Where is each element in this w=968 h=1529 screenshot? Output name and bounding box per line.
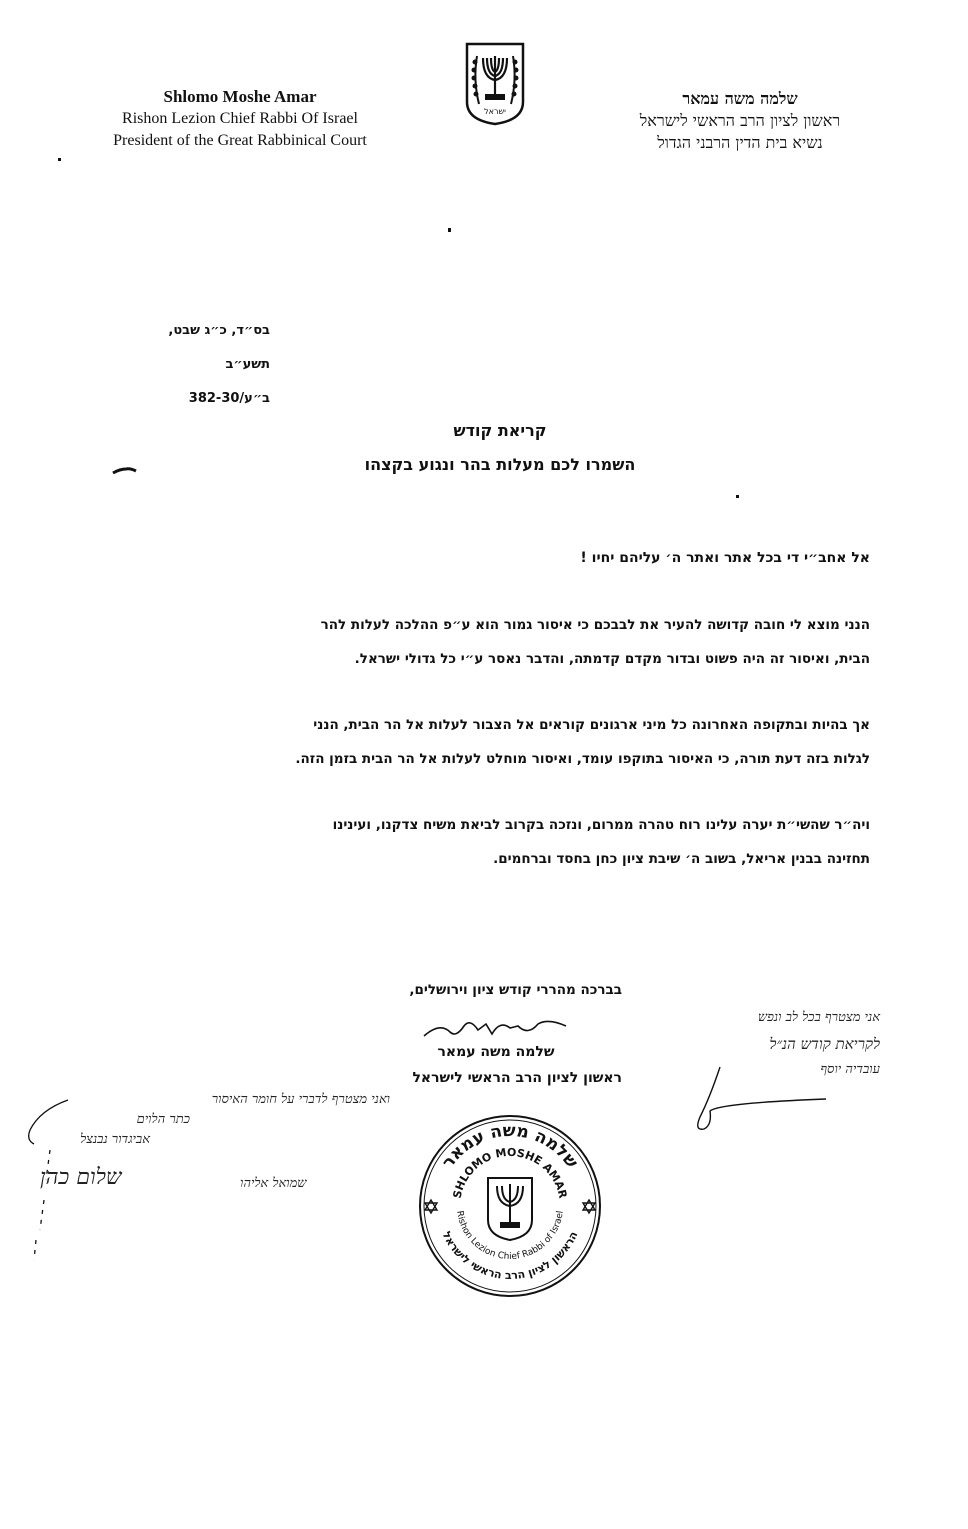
paragraph-line: אך בהיות ובתקופה האחרונה כל מיני ארגונים קוראים אל הצבור לעלות אל הר הבית, הנני bbox=[313, 717, 870, 733]
letterhead-hebrew-position: נשיא בית הדין הרבני הגדול bbox=[657, 133, 823, 152]
paragraph-line: תחזינה בבנין אריאל, בשוב ה׳ שיבת ציון כחן בחסד וברחמים. bbox=[493, 851, 870, 867]
handwritten-signature-amar bbox=[420, 1014, 570, 1044]
scan-speck bbox=[736, 495, 739, 498]
svg-text:SHLOMO MOSHE AMAR: SHLOMO MOSHE AMAR bbox=[450, 1145, 570, 1200]
menorah-emblem-icon bbox=[488, 1178, 532, 1240]
handwritten-signature-eliyahu: שמואל אליהו bbox=[240, 1176, 307, 1191]
letterhead-hebrew bbox=[600, 88, 880, 154]
handwritten-line: כתר הלוים bbox=[136, 1112, 190, 1127]
letterhead-english-name: Shlomo Moshe Amar bbox=[163, 87, 317, 106]
letter-heading bbox=[260, 418, 740, 482]
handwritten-line: לקריאת קודש הנ״ל bbox=[769, 1035, 880, 1053]
signer-name: שלמה משה עמאר bbox=[437, 1044, 555, 1060]
date-reference-block bbox=[140, 314, 270, 416]
letterhead-hebrew-name: שלמה משה עמאר bbox=[682, 89, 798, 108]
paragraph-line: ויה״ר שהשי״ת יערה עלינו רוח טהרה ממרום, ונזכה בקרוב לביאת משיח צדקנו, ועינינו bbox=[332, 817, 870, 833]
letterhead-english-title: Rishon Lezion Chief Rabbi Of Israel bbox=[122, 110, 358, 127]
reference-number: ב״ע/382-30 bbox=[188, 391, 270, 406]
date-line: בס״ד, כ״ג שבט, תשע״ב bbox=[168, 323, 270, 372]
letterhead-hebrew-title: ראשון לציון הרב הראשי לישראל bbox=[639, 111, 841, 130]
handwritten-signature-yosef: עובדיה יוסף bbox=[820, 1062, 880, 1077]
ink-smudge bbox=[112, 462, 138, 468]
svg-text:הראשון לציון הרב הראשי לישראל: הראשון לציון הרב הראשי לישראל bbox=[439, 1229, 581, 1283]
handwritten-line: אני מצטרף בכל לב ונפש bbox=[757, 1010, 880, 1025]
closing-block bbox=[370, 982, 622, 1086]
scan-speck bbox=[448, 228, 451, 232]
paragraph-line: הבית, ואיסור זה היה פשוט ובדור מקדם קדמתה, והדבר נאסר ע״י כל גדולי ישראל. bbox=[354, 651, 870, 667]
svg-text:ישראל: ישראל bbox=[484, 107, 506, 116]
body-paragraph-2 bbox=[138, 708, 870, 776]
handwritten-note-left bbox=[20, 1090, 390, 1198]
paragraph-line: לגלות בזה דעת תורה, כי האיסור בתוקפו עומד, ואיסור מוחלט לעלות אל הר הבית בזמן הזה. bbox=[295, 751, 870, 767]
state-of-israel-emblem-icon bbox=[463, 40, 527, 126]
rabbinical-stamp bbox=[415, 1112, 605, 1300]
body-paragraph-3 bbox=[138, 808, 870, 876]
handwritten-line: ואני מצטרף לדברי על חומר האיסור bbox=[211, 1092, 390, 1107]
paragraph-line: הנני מוצא לי חובה קדושה להעיר את לבבכם כי איסור גמור הוא ע״פ ההלכה לעלות להר bbox=[320, 617, 870, 633]
svg-text:Rishon Lezion Chief Rabbi of I: Rishon Lezion Chief Rabbi of Israel bbox=[454, 1210, 566, 1263]
svg-text:שלמה משה עמאר: שלמה משה עמאר bbox=[438, 1120, 582, 1173]
closing-blessing: בברכה מהררי קודש ציון וירושלים, bbox=[409, 982, 622, 998]
body-paragraph-1 bbox=[138, 608, 870, 676]
letter-title: קריאת קודש bbox=[453, 421, 547, 440]
greeting-line: אל אחב״י די בכל אתר ואתר ה׳ עליהם יחיו ! bbox=[580, 550, 870, 566]
handwritten-line: אביגדור נבנצל bbox=[80, 1132, 150, 1147]
signer-title: ראשון לציון הרב הראשי לישראל bbox=[412, 1070, 622, 1086]
letter-subtitle: השמרו לכם מעלות בהר ונגוע בקצהו bbox=[364, 455, 636, 474]
scan-speck bbox=[58, 158, 61, 161]
letterhead-english-position: President of the Great Rabbinical Court bbox=[113, 132, 367, 149]
handwritten-note-right bbox=[690, 1005, 880, 1083]
handwritten-signature-cohen: שלום כהן bbox=[40, 1165, 122, 1190]
letterhead-english bbox=[60, 86, 420, 152]
